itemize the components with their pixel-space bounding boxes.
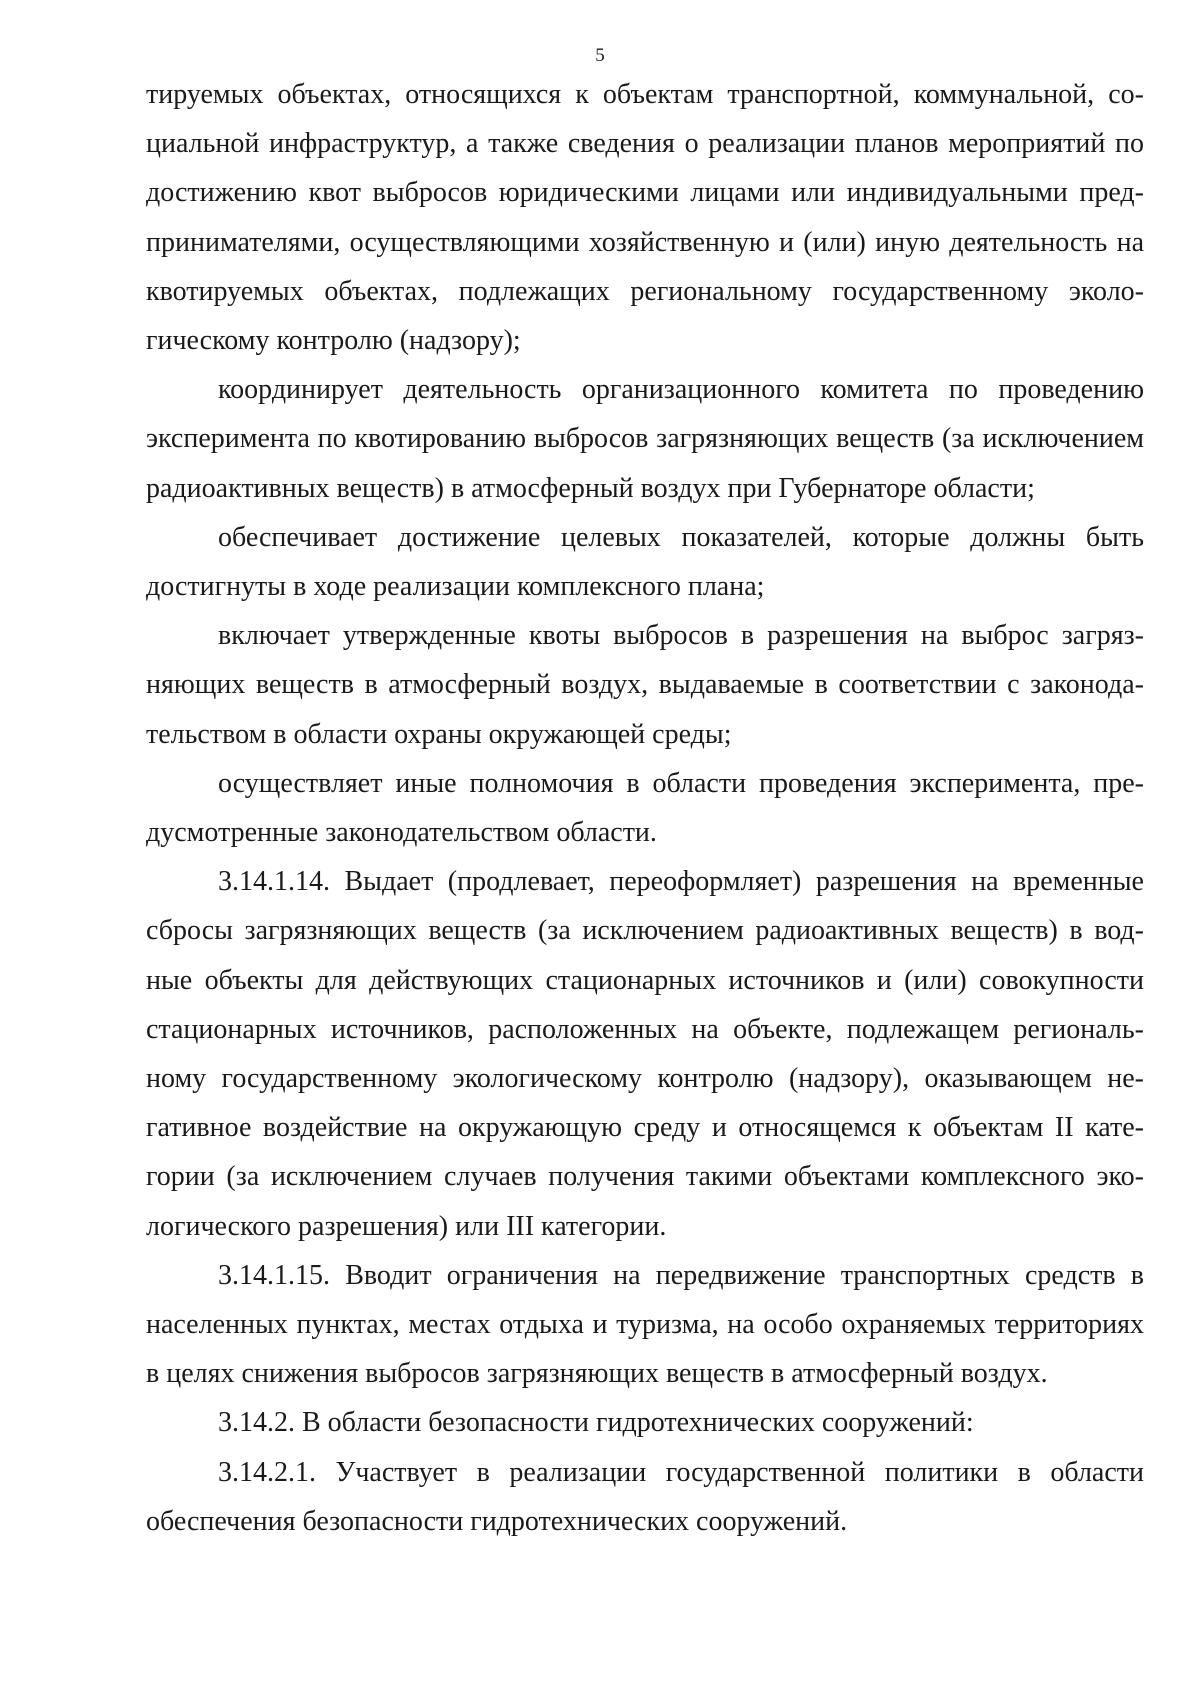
- paragraph-3-14-1-14: 3.14.1.14. Выдает (продлевает, переоформляет) разрешения на временные сбросы загрязняющих веществ (за исключением радиоактивных веществ) в водные объекты для действующих стационарных источников и (или) совокупности стационарных источников, расположенных на объекте, подлежащем региональному государственному экологическому контролю (надзору), оказывающем негативное воздействие на окружающую среду и относящемся к объектам II категории (за исключением случаев получения такими объектами комплексного экологического разрешения) или III категории.: [146, 866, 1144, 1242]
- paragraph-continuation: тируемых объектах, относящихся к объектам транспортной, коммунальной, социальной инфраструктур, а также сведения о реализации планов мероприятий по достижению квот выбросов юридическими лицами или индивидуальными предпринимателями, осуществляющими хозяйственную и (или) иную деятельность на квотируемых объектах, подлежащих региональному государственному экологическому контролю (надзору);: [146, 79, 1144, 357]
- paragraph-emission-quotas: включает утвержденные квоты выбросов в разрешения на выброс загрязняющих веществ в атмосферный воздух, выдаваемые в соответствии с законодательством в области охраны окружающей среды;: [146, 620, 1144, 750]
- document-body: [146, 70, 1144, 1546]
- paragraph-coordinates-committee: координирует деятельность организационного комитета по проведению эксперимента по квотированию выбросов загрязняющих веществ (за исключением радиоактивных веществ) в атмосферный воздух при Губернаторе области;: [146, 374, 1144, 504]
- paragraph-3-14-1-15: 3.14.1.15. Вводит ограничения на передвижение транспортных средств в населенных пунктах, местах отдыха и туризма, на особо охраняемых территориях в целях снижения выбросов загрязняющих веществ в атмосферный воздух.: [146, 1259, 1144, 1390]
- paragraph-3-14-2-1: 3.14.2.1. Участвует в реализации государственной политики в области обеспечения безопасности гидротехнических сооружений.: [146, 1456, 1144, 1537]
- page-number: 5: [595, 45, 605, 66]
- paragraph-3-14-2: 3.14.2. В области безопасности гидротехнических сооружений:: [218, 1407, 974, 1439]
- paragraph-other-powers: осуществляет иные полномочия в области проведения эксперимента, предусмотренные законодательством области.: [146, 767, 1144, 849]
- paragraph-target-indicators: обеспечивает достижение целевых показателей, которые должны быть достигнуты в ходе реализации комплексного плана;: [146, 521, 1144, 603]
